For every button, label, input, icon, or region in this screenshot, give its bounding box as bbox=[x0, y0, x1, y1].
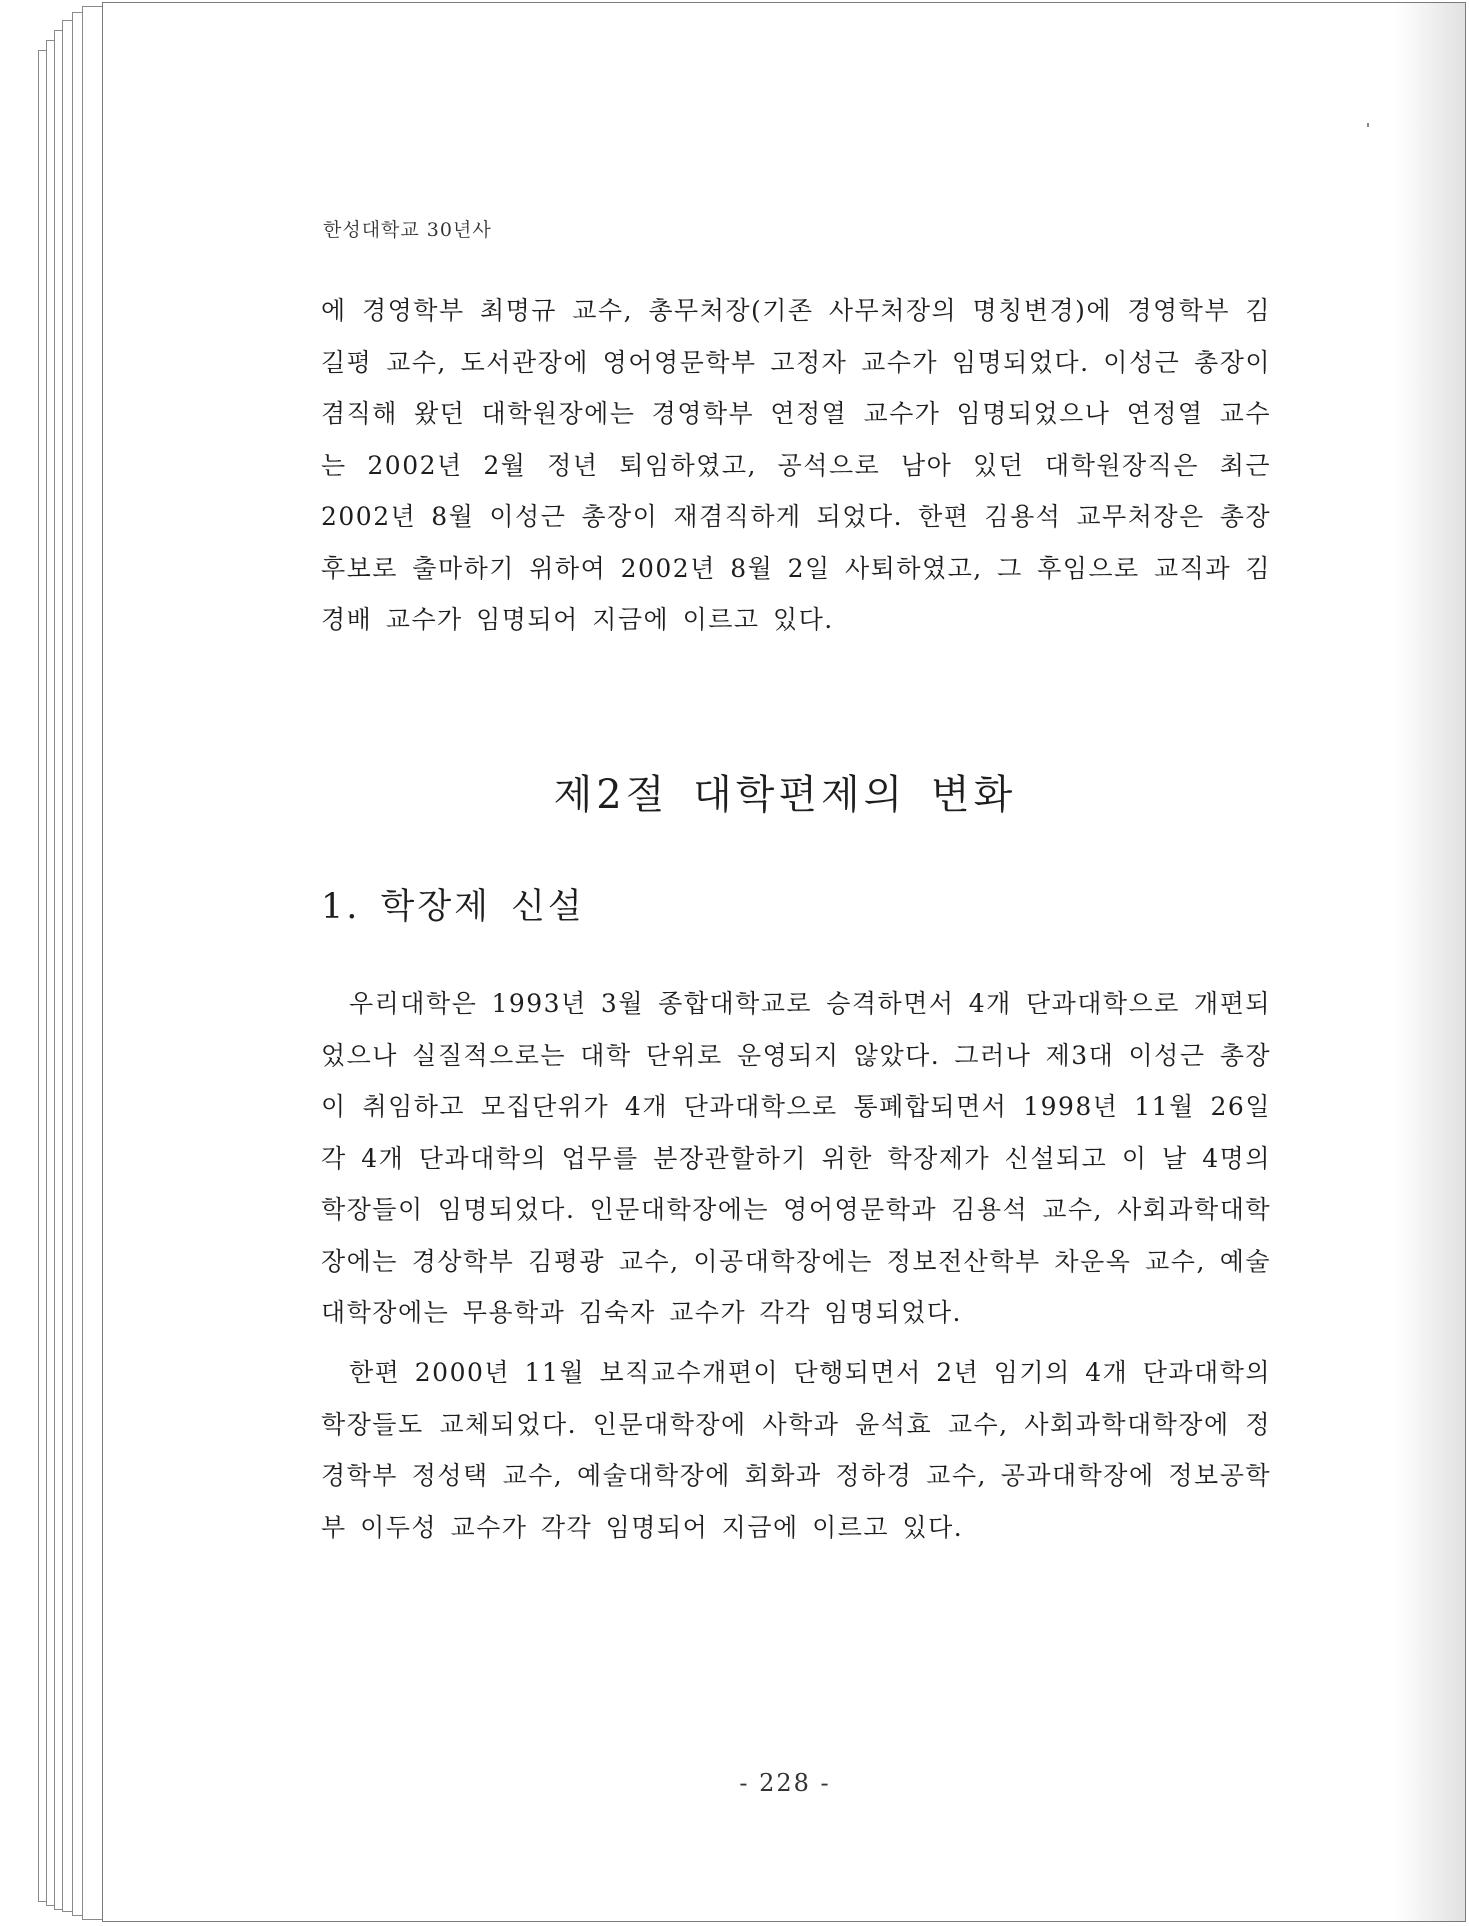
book-page bbox=[102, 2, 1466, 1922]
running-head: 한성대학교 30년사 bbox=[323, 219, 492, 241]
scan-speck bbox=[1367, 123, 1369, 127]
page-shadow bbox=[1395, 3, 1465, 1921]
subsection-title: 1. 학장제 신설 bbox=[321, 887, 585, 927]
paragraph-reorganization: 한편 2000년 11월 보직교수개편이 단행되면서 2년 임기의 4개 단과대학의 학장들도 교체되었다. 인문대학장에 사학과 윤석효 교수, 사회과학대학장에 정경학부 정성택 교수, 예술대학장에 회화과 정하경 교수, 공과대학장에 정보공학부 이두성 교수가 각각 임명되어 지금에 이르고 있다. bbox=[321, 1358, 1271, 1542]
paragraph-deanship: 우리대학은 1993년 3월 종합대학교로 승격하면서 4개 단과대학으로 개편되었으나 실질적으로는 대학 단위로 운영되지 않았다. 그러나 제3대 이성근 총장이 취임하고 모집단위가 4개 단과대학으로 통폐합되면서 1998년 11월 26일 각 4개 단과대학의 업무를 분장관할하기 위한 학장제가 신설되고 이 날 4명의 학장들이 임명되었다. 인문대학장에는 영어영문학과 김용석 교수, 사회과학대학장에는 경상학부 김평광 교수, 이공대학장에는 정보전산학부 차운옥 교수, 예술대학장에는 무용학과 김숙자 교수가 각각 임명되었다. bbox=[321, 989, 1271, 1327]
paragraph-intro: 에 경영학부 최명규 교수, 총무처장(기존 사무처장의 명칭변경)에 경영학부 김길평 교수, 도서관장에 영어영문학부 고정자 교수가 임명되었다. 이성근 총장이 겸직해 왔던 대학원장에는 경영학부 연정열 교수가 임명되었으나 연정열 교수는 2002년 2월 정년 퇴임하였고, 공석으로 남아 있던 대학원장직은 최근 2002년 8월 이성근 총장이 재겸직하게 되었다. 한편 김용석 교무처장은 총장 후보로 출마하기 위하여 2002년 8월 2일 사퇴하였고, 그 후임으로 교직과 김경배 교수가 임명되어 지금에 이르고 있다. bbox=[321, 296, 1271, 634]
section-title: 제2절 대학편제의 변화 bbox=[553, 772, 1017, 818]
page-number: - 228 - bbox=[739, 1769, 831, 1797]
